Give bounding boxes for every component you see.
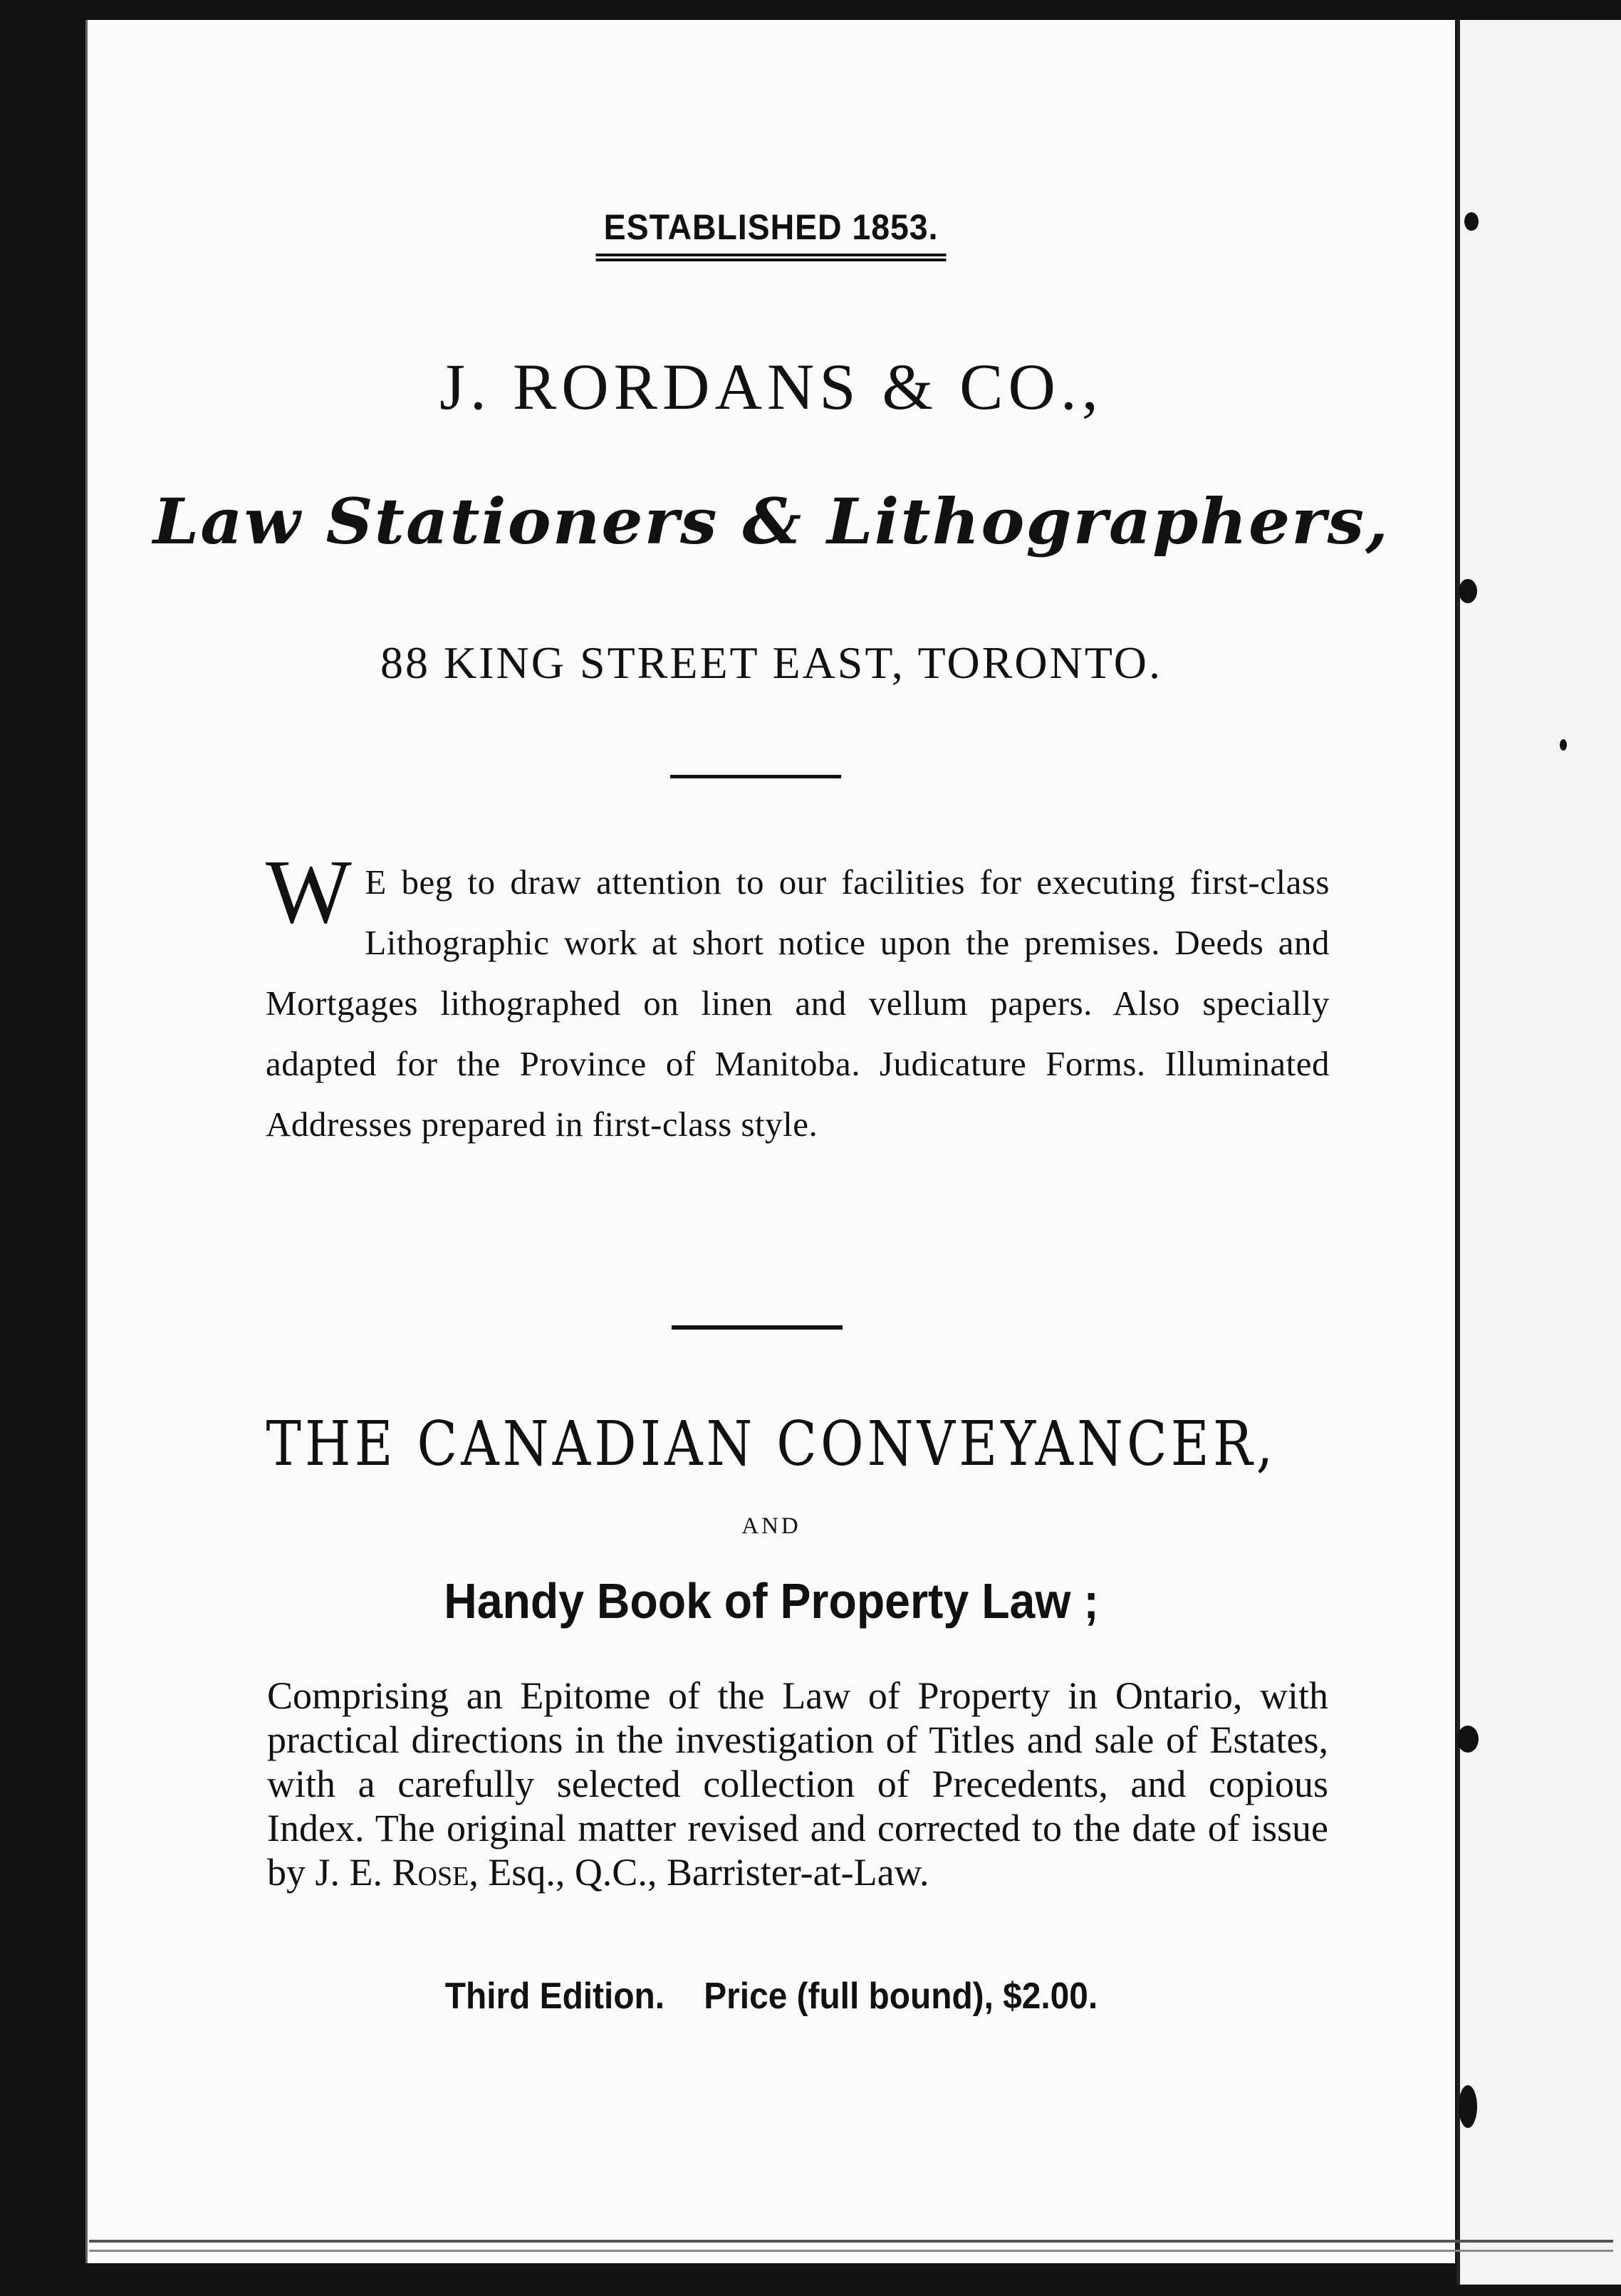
- document-page: [85, 20, 1455, 2263]
- page-bottom-edge: [89, 2240, 1613, 2252]
- description-text-end: , Esq., Q.C., Barrister-at-Law.: [469, 1851, 929, 1894]
- binding-mark: [1560, 739, 1567, 751]
- edition-price-line: [142, 1975, 1400, 2018]
- book-title-conjunction: AND: [741, 1513, 801, 1539]
- description-text: Comprising an Epitome of the Law of Property in Ontario, with practical directions in the investigation of Titles and sale of Estates, with a carefully selected collection of Precedents, and copious Index. The original matter revised and corrected to the date of issue by J. E.: [267, 1674, 1328, 1894]
- firm-name: J. RORDANS & CO.,: [439, 350, 1103, 423]
- section-divider: [670, 775, 841, 778]
- binding-mark: [1457, 1726, 1479, 1753]
- edition-label: Third Edition.: [444, 1976, 665, 2017]
- lithography-notice: [266, 841, 1330, 1154]
- binding-mark: [1459, 2085, 1477, 2128]
- firm-address: 88 KING STREET EAST, TORONTO.: [380, 637, 1162, 688]
- notice-text: E beg to draw attention to our facilities for executing first-class Lithographic work at short notice upon the premises. Deeds and Mortgages lithographed on linen and vellum papers. Also specially adapted for the Province of Manitoba. Judicature Forms. Illuminated Addresses prepared in first-class style.: [266, 862, 1330, 1144]
- binding-mark: [1459, 579, 1477, 603]
- firm-trade-line: Law Stationers & Lithographers,: [152, 484, 1390, 558]
- drop-cap: W: [266, 841, 353, 942]
- book-title: THE CANADIAN CONVEYANCER,: [266, 1409, 1277, 1480]
- author-surname: Rose: [392, 1851, 469, 1894]
- book-description: [267, 1674, 1328, 1894]
- binding-mark: [1464, 212, 1479, 231]
- book-subtitle: Handy Book of Property Law ;: [444, 1573, 1099, 1629]
- price-label: Price (full bound), $2.00.: [704, 1976, 1098, 2017]
- section-divider: [672, 1325, 843, 1330]
- established-heading: ESTABLISHED 1853.: [88, 207, 1455, 261]
- facing-page-edge: [1456, 20, 1621, 2285]
